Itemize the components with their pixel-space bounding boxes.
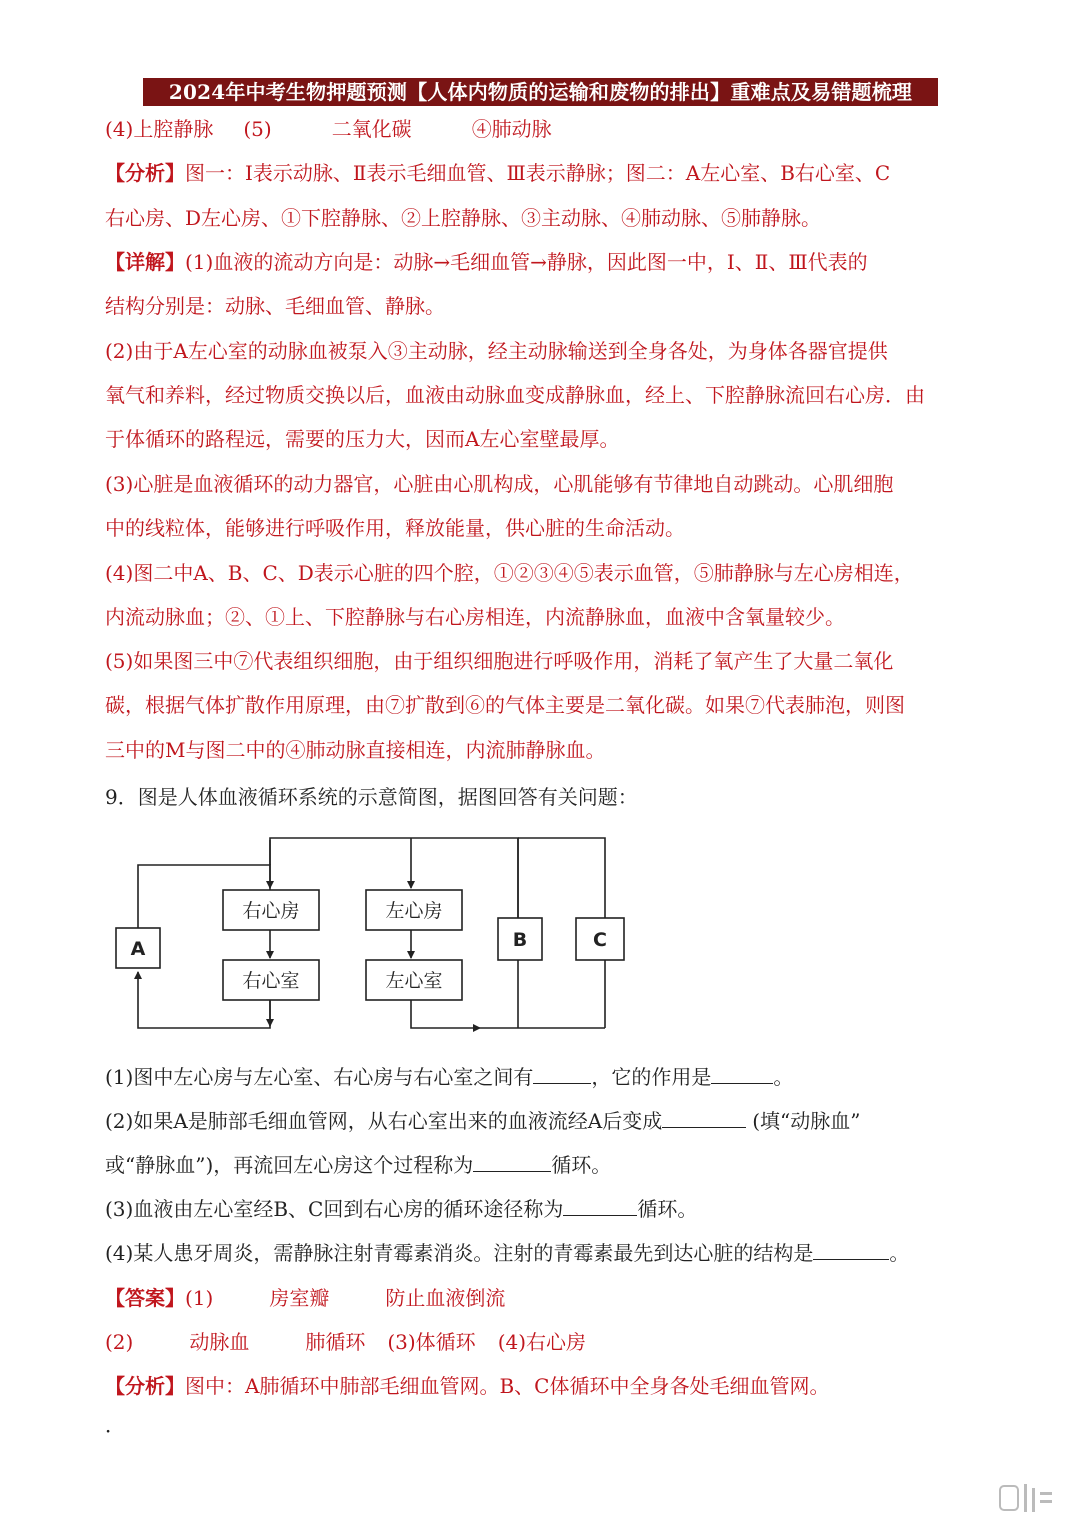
answer-1-y: 防止血液倒流 — [385, 1286, 506, 1310]
detail-line-3: (2)由于A左心室的动脉血被泵入③主动脉，经主动脉输送到全身各处，为身体各器官提供 — [105, 339, 888, 363]
detail-tag: 【详解】 — [105, 250, 185, 274]
document-header: 2024年中考生物押题预测【人体内物质的运输和废物的排出】重难点及易错题梳理 — [143, 78, 938, 106]
q2-blank-2[interactable] — [473, 1151, 551, 1172]
q4-text-b: 。 — [889, 1241, 910, 1265]
detail-line-5: 于体循环的路程远，需要的压力大，因而A左心室壁最厚。 — [105, 427, 620, 451]
answer-1-label: (1) — [185, 1286, 214, 1310]
q1-blank-2[interactable] — [711, 1063, 773, 1084]
question-4 — [105, 1238, 909, 1268]
answer-2-x: 动脉血 — [189, 1330, 250, 1354]
detail-line-4: 氧气和养料，经过物质交换以后，血液由动脉血变成静脉血，经上、下腔静脉流回右心房．由 — [105, 383, 925, 407]
detail-line-8: (4)图二中A、B、C、D表示心脏的四个腔，①②③④⑤表示血管，⑤肺静脉与左心房相连， — [105, 561, 914, 585]
answer-tag: 【答案】 — [105, 1286, 185, 1310]
q2-blank-1[interactable] — [662, 1107, 746, 1128]
prev-answer-5-extra: ④肺动脉 — [471, 117, 552, 141]
question-stem: 9．图是人体血液循环系统的示意简图，据图回答有关问题： — [105, 785, 638, 809]
prev-analysis-line-1 — [105, 158, 890, 188]
prev-answer-5: (5) — [243, 117, 272, 141]
q1-blank-1[interactable] — [533, 1063, 591, 1084]
label-right-atrium: 右心房 — [242, 900, 300, 922]
detail-line-9: 内流动脉血；②、①上、下腔静脉与右心房相连，内流静脉血，血液中含氧量较少。 — [105, 605, 845, 629]
q3-text-b: 循环。 — [637, 1197, 698, 1221]
analysis-line — [105, 1371, 829, 1401]
q1-text-b: ，它的作用是 — [591, 1065, 712, 1089]
analysis-tag: 【分析】 — [105, 161, 185, 185]
label-a: A — [130, 938, 146, 960]
detail-line-10: (5)如果图三中⑦代表组织细胞，由于组织细胞进行呼吸作用，消耗了氧产生了大量二氧化 — [105, 649, 894, 673]
blood-circulation-diagram — [110, 830, 630, 1040]
label-right-ventricle: 右心室 — [242, 970, 300, 992]
label-b: B — [512, 929, 528, 951]
answer-line-1 — [105, 1283, 505, 1313]
answer-2-label: (2) — [105, 1330, 134, 1354]
detail-line-6: (3)心脏是血液循环的动力器官，心脏由心肌构成，心肌能够有节律地自动跳动。心肌细胞 — [105, 472, 894, 496]
answer-4: (4)右心房 — [497, 1330, 587, 1354]
detail-line-1 — [105, 247, 868, 277]
answer-line-2 — [105, 1327, 586, 1357]
q1-text-a: (1)图中左心房与左心室、右心房与右心室之间有 — [105, 1065, 534, 1089]
detail-line-7: 中的线粒体，能够进行呼吸作用，释放能量，供心脏的生命活动。 — [105, 516, 685, 540]
detail-line-2: 结构分别是：动脉、毛细血管、静脉。 — [105, 294, 445, 318]
question-3 — [105, 1194, 697, 1224]
analysis-tag-2: 【分析】 — [105, 1374, 185, 1398]
analysis-text: 图中：A肺循环中肺部毛细血管网。B、C体循环中全身各处毛细血管网。 — [185, 1374, 830, 1398]
trailing-dot: ． — [105, 1413, 125, 1437]
answer-1-x: 房室瓣 — [269, 1286, 330, 1310]
prev-answer-5-value: 二氧化碳 — [331, 117, 412, 141]
detail-line-12: 三中的M与图二中的④肺动脉直接相连，内流肺静脉血。 — [105, 738, 606, 762]
detail-line-11: 碳，根据气体扩散作用原理，由⑦扩散到⑥的气体主要是二氧化碳。如果⑦代表肺泡，则图 — [105, 693, 905, 717]
prev-analysis-text-1: 图一：Ⅰ表示动脉、Ⅱ表示毛细血管、Ⅲ表示静脉；图二：A左心室、B右心室、C — [185, 161, 891, 185]
q2-text-a: (2)如果A是肺部毛细血管网，从右心室出来的血液流经A后变成 — [105, 1109, 663, 1133]
label-c: C — [593, 929, 607, 951]
q4-text-a: (4)某人患牙周炎，需静脉注射青霉素消炎。注射的青霉素最先到达心脏的结构是 — [105, 1241, 814, 1265]
answer-3: (3)体循环 — [387, 1330, 476, 1354]
q3-text-a: (3)血液由左心室经B、C回到右心房的循环途径称为 — [105, 1197, 564, 1221]
q2-text-d: 循环。 — [551, 1153, 612, 1177]
question-2-line-2 — [105, 1150, 611, 1180]
detail-text-1: (1)血液的流动方向是：动脉→毛细血管→静脉，因此图一中，Ⅰ、Ⅱ、Ⅲ代表的 — [185, 250, 868, 274]
q2-text-c: 或“静脉血”)，再流回左心房这个过程称为 — [105, 1153, 474, 1177]
line-lv-out — [411, 1000, 480, 1028]
q3-blank[interactable] — [563, 1195, 637, 1216]
line-c-loop — [518, 838, 605, 918]
prev-answer-line — [105, 114, 552, 144]
label-left-ventricle: 左心室 — [385, 970, 443, 992]
q4-blank[interactable] — [813, 1239, 889, 1260]
q1-text-c: 。 — [773, 1065, 794, 1089]
q2-text-b: (填“动脉血” — [752, 1109, 861, 1133]
question-1 — [105, 1062, 793, 1092]
watermark-icon — [996, 1478, 1056, 1518]
prev-analysis-line-2: 右心房、D左心房、①下腔静脉、②上腔静脉、③主动脉、④肺动脉、⑤肺静脉。 — [105, 206, 822, 230]
answer-2-y: 肺循环 — [305, 1330, 366, 1354]
prev-answer-4: (4)上腔静脉 — [105, 117, 214, 141]
label-left-atrium: 左心房 — [385, 900, 443, 922]
question-2-line-1 — [105, 1106, 860, 1136]
